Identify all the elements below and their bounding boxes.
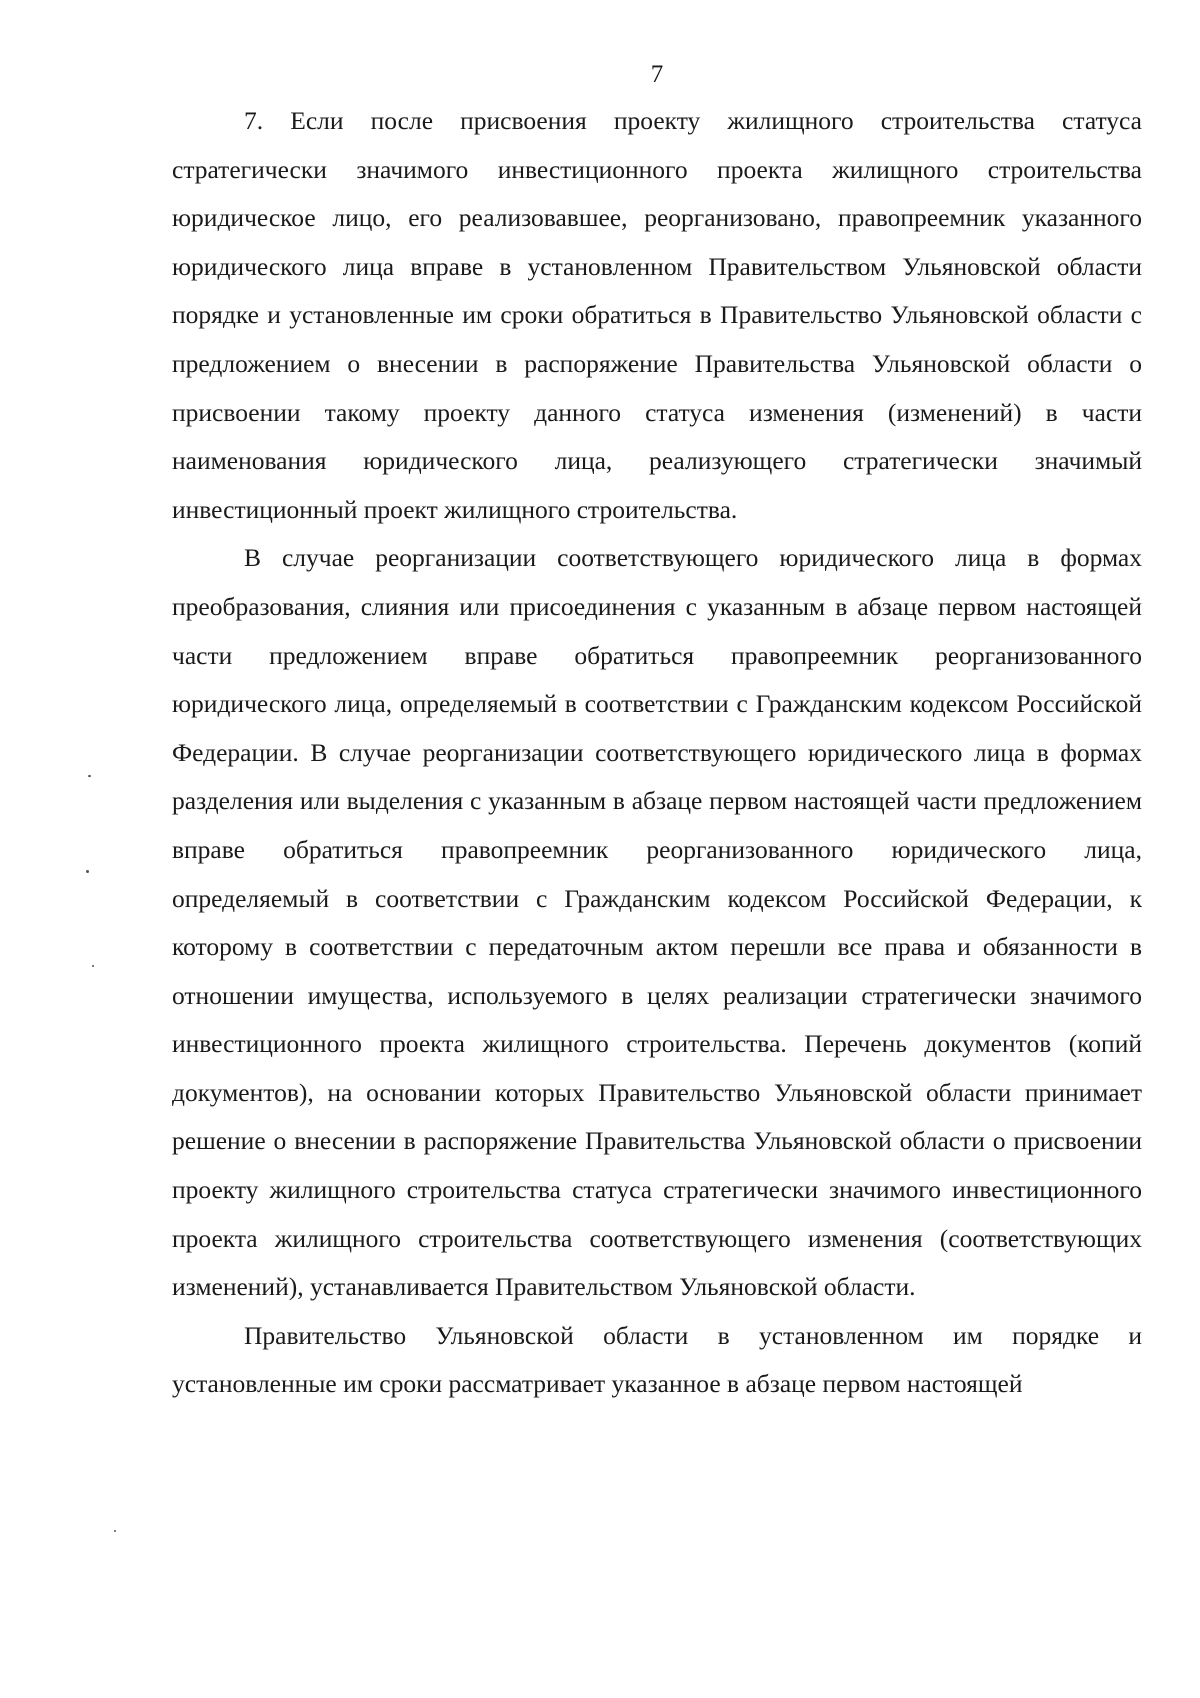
paragraph-3: Правительство Ульяновской области в установленном им порядке и установленные им сроки рассматривает указанное в абзаце первом настоящей	[172, 1320, 1142, 1399]
scan-speck	[88, 775, 91, 777]
scan-speck	[114, 1530, 116, 1532]
scan-speck	[92, 965, 94, 967]
page-number: 7	[650, 61, 664, 88]
document-body	[172, 97, 1142, 1409]
paragraph-1: 7. Если после присвоения проекту жилищного строительства статуса стратегически значимого инвестиционного проекта жилищного строительства юридическое лицо, его реализовавшее, реорганизовано, правопреемник указанного юридического лица вправе в установленном Правительством Ульяновской области порядке и установленные им сроки обратиться в Правительство Ульяновской области с предложением о внесении в распоряжение Правительства Ульяновской области о присвоении такому проекту данного статуса изменения (изменений) в части наименования юридического лица, реализующего стратегически значимый инвестиционный проект жилищного строительства.	[172, 106, 1142, 524]
scan-speck	[86, 870, 89, 873]
paragraph-2: В случае реорганизации соответствующего юридического лица в формах преобразования, слияния или присоединения с указанным в абзаце первом настоящей части предложением вправе обратиться правопреемник реорганизованного юридического лица, определяемый в соответствии с Гражданским кодексом Российской Федерации. В случае реорганизации соответствующего юридического лица в формах разделения или выделения с указанным в абзаце первом настоящей части предложением вправе обратиться правопреемник реорганизованного юридического лица, определяемый в соответствии с Гражданским кодексом Российской Федерации, к которому в соответствии с передаточным актом перешли все права и обязанности в отношении имущества, используемого в целях реализации стратегически значимого инвестиционного проекта жилищного строительства. Перечень документов (копий документов), на основании которых Правительство Ульяновской области принимает решение о внесении в распоряжение Правительства Ульяновской области о присвоении проекту жилищного строительства статуса стратегически значимого инвестиционного проекта жилищного строительства соответствующего изменения (соответствующих изменений), устанавливается Правительством Ульяновской области.	[172, 543, 1142, 1302]
